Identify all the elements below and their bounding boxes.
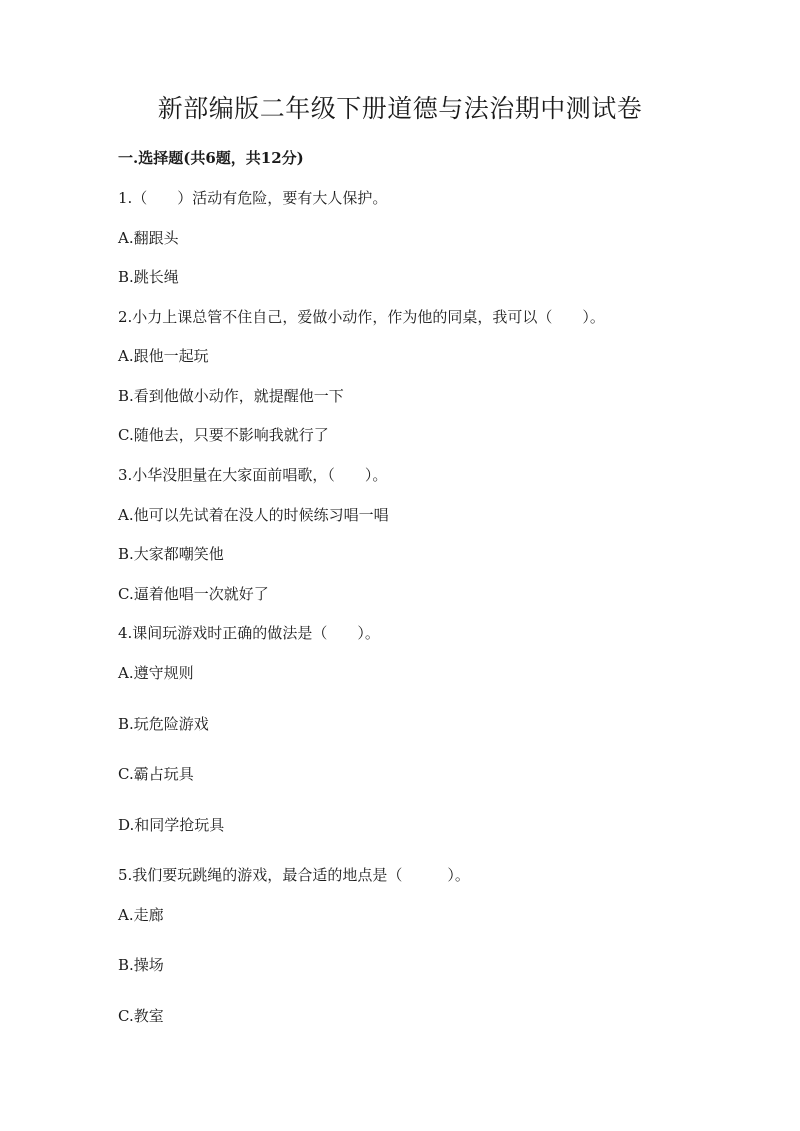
page-title: 新部编版二年级下册道德与法治期中测试卷 <box>157 94 643 123</box>
question-5-option-b: B.操场 <box>118 956 164 974</box>
question-5-stem: 5.我们要玩跳绳的游戏，最合适的地点是（ ）。 <box>118 866 470 884</box>
question-4-option-d: D.和同学抢玩具 <box>118 816 225 834</box>
question-3-option-a: A.他可以先试着在没人的时候练习唱一唱 <box>118 506 389 524</box>
question-4-option-a: A.遵守规则 <box>118 664 194 682</box>
question-3-option-c: C.逼着他唱一次就好了 <box>118 585 269 603</box>
question-3-option-b: B.大家都嘲笑他 <box>118 545 224 563</box>
question-2-option-a: A.跟他一起玩 <box>118 347 209 365</box>
question-2-option-c: C.随他去，只要不影响我就行了 <box>118 426 329 444</box>
section-heading: 一.选择题(共6题，共12分) <box>118 149 304 167</box>
question-1-option-b: B.跳长绳 <box>118 268 179 286</box>
question-5-option-a: A.走廊 <box>118 906 164 924</box>
question-1-option-a: A.翻跟头 <box>118 229 179 247</box>
question-3-stem: 3.小华没胆量在大家面前唱歌，（ ）。 <box>118 466 388 484</box>
question-2-option-b: B.看到他做小动作，就提醒他一下 <box>118 387 344 405</box>
question-4-option-b: B.玩危险游戏 <box>118 715 209 733</box>
question-5-option-c: C.教室 <box>118 1007 164 1025</box>
question-4-stem: 4.课间玩游戏时正确的做法是（ ）。 <box>118 624 380 642</box>
question-2-stem: 2.小力上课总管不住自己，爱做小动作，作为他的同桌，我可以（ ）。 <box>118 308 605 326</box>
question-1-stem: 1.（ ）活动有危险，要有大人保护。 <box>118 189 388 207</box>
question-4-option-c: C.霸占玩具 <box>118 765 194 783</box>
